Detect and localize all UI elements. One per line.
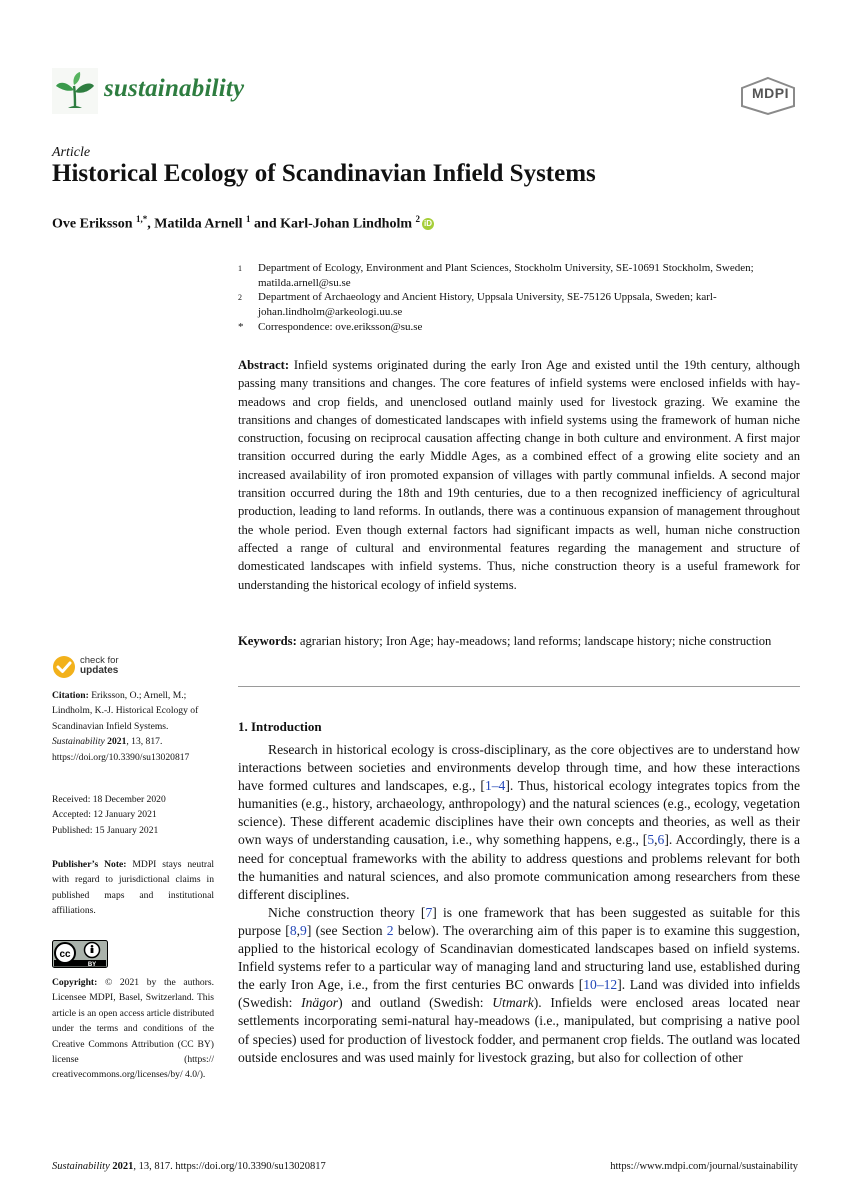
affiliation-1	[238, 261, 802, 291]
check-for-updates[interactable]	[80, 656, 119, 676]
paragraph-2	[238, 904, 800, 1067]
author-separator: and	[250, 216, 281, 232]
text-run: ) and outland (Swedish:	[338, 995, 493, 1011]
reference-link[interactable]: 5	[647, 832, 655, 848]
author-affiliation-sup: 1,*	[136, 214, 148, 224]
emphasis-text: Utmark	[492, 995, 534, 1011]
reference-link[interactable]: 2	[386, 922, 394, 938]
affiliation-mark: 2	[238, 293, 242, 302]
text-run: ,	[296, 922, 301, 938]
check-for-updates-icon[interactable]	[52, 655, 76, 679]
publisher-note	[52, 857, 214, 919]
citation-journal: Sustainability	[52, 736, 105, 748]
abstract-text: Infield systems originated during the early Iron Age and existed until the 19th century, although passing many transitions and changes. The core features of infield systems were enclosed infields with hay-meadows and crop fields, and unenclosed outland mainly used for livestock grazing. We examine the transitions and changes of domesticated landscapes with infield systems using the framework of human niche construction, focusing on reciprocal causation affecting change in both culture and environment. A first major transition occurred during the early Middle Ages, as a combined effect of a growing elite society and an increased availability of iron promoted expansion of villages with partly communal infields. A second major transition occurred during the 18th and 19th centuries, due to a then recognized inefficiency of agricultural production, leading to land reforms. In outlands, there was a continuous expansion of management throughout the whole period. Even though external factors had significant impacts as well, human niche construction affected a range of cultural and environmental features regarding the management and structure of domesticated landscapes with infield systems. Thus, niche construction theory is a useful framework for understanding the historical ecology of infield systems.	[238, 358, 800, 592]
keywords	[238, 632, 800, 650]
abstract	[238, 356, 800, 594]
emphasis-text: Inägor	[301, 995, 339, 1011]
author-name: Karl-Johan Lindholm	[280, 216, 416, 232]
reference-link[interactable]: 6	[657, 832, 665, 848]
footer-doi[interactable]: , 13, 817. https://doi.org/10.3390/su13020817	[133, 1161, 326, 1172]
cc-label: cc	[59, 949, 71, 960]
reference-link[interactable]: 8	[289, 922, 297, 938]
publisher-note-text: MDPI stays neutral with regard to jurisdictional claims in published maps and institutional affiliations.	[52, 859, 214, 917]
text-run: ,	[654, 832, 658, 848]
affiliation-mark: 1	[238, 264, 242, 273]
text-run: ] (see Section	[306, 922, 387, 938]
author-list	[52, 214, 434, 233]
accepted-date: Accepted: 12 January 2021	[52, 809, 157, 821]
affiliation-text: Department of Archaeology and Ancient History, Uppsala University, SE-75126 Uppsala, Sweden; karl-johan.lindholm@arkeologi.uu.se	[258, 291, 717, 318]
keywords-label: Keywords:	[238, 634, 297, 648]
text-run: ]. Land was divided into infields (Swedish:	[238, 977, 800, 1011]
body-text	[238, 741, 800, 1067]
publisher-note-label: Publisher’s Note:	[52, 859, 127, 870]
footer-year: 2021	[112, 1161, 134, 1172]
author-affiliation-sup: 1	[246, 214, 251, 224]
publisher-name: MDPI	[752, 85, 789, 101]
text-run: ). Infields were enclosed areas located near settlements incorporating semi-natural hay-meadows (i.e., manipulated, but comprising a native pool of species) used for production of livestock fodder, and permanent crop fields. The outland was located outside enclosures and was used mainly for livestock grazing, but also for collection of other	[238, 995, 800, 1065]
author-affiliation-sup: 2	[415, 214, 420, 224]
abstract-label: Abstract:	[238, 358, 290, 372]
orcid-icon[interactable]: iD	[424, 218, 432, 228]
divider	[238, 686, 800, 687]
journal-logo[interactable]	[52, 68, 98, 114]
page-title: Historical Ecology of Scandinavian Infield Systems	[52, 160, 596, 187]
article-type: Article	[52, 145, 91, 160]
citation-text: Eriksson, O.; Arnell, M.; Lindholm, K.-J. Historical Ecology of Scandinavian Infield Systems.	[52, 690, 199, 732]
author-name: Ove Eriksson	[52, 216, 137, 232]
updates-label: updates	[80, 665, 119, 676]
text-run: Niche construction theory [	[268, 904, 426, 920]
citation-year: 2021	[107, 736, 127, 748]
text-run: ]. Accordingly, there is a need for conceptual frameworks with the ability to address questions and problems relevant for both the humanities and natural sciences, and also promote communication among researchers from these different disciplines.	[238, 832, 800, 902]
dates	[52, 792, 214, 838]
citation-label: Citation:	[52, 690, 89, 701]
cc-by-license-badge[interactable]	[52, 940, 108, 968]
citation-doi[interactable]: , 13, 817. https://doi.org/10.3390/su13020817	[52, 736, 190, 763]
journal-name[interactable]: sustainability	[104, 75, 245, 102]
leaf-sprout-icon	[52, 68, 98, 114]
affiliation-text: Department of Ecology, Environment and Plant Sciences, Stockholm University, SE-10691 Stockholm, Sweden; matilda.arnell@su.se	[258, 262, 754, 289]
copyright-label: Copyright:	[52, 977, 98, 988]
text-run: ] is one framework that has been suggested as suitable for this purpose [	[238, 904, 801, 938]
footer-citation	[52, 1161, 326, 1172]
reference-link[interactable]: 10–12	[583, 977, 618, 993]
copyright-text: © 2021 by the authors. Licensee MDPI, Basel, Switzerland. This article is an open access article distributed under the terms and conditions of the Creative Commons Attribution (CC BY) license (https:// creativecommons.org/licenses/by/ 4.0/).	[52, 977, 214, 1081]
received-date: Received: 18 December 2020	[52, 794, 166, 805]
by-label: BY	[87, 962, 97, 968]
author-name: Matilda Arnell	[154, 216, 247, 232]
correspondence-mark: *	[238, 321, 244, 333]
text-run: below). The overarching aim of this paper is to examine this suggestion, applied to the historical ecology of Scandinavian domesticated landscapes based on infield systems. Infield systems refer to a particular way of managing land and structuring land use, established during the early Iron Age, i.e., from the first centuries BC onwards [	[238, 922, 800, 993]
text-run: ]. Thus, historical ecology integrates topics from the humanities (e.g., history, archaeology, anthropology) and the natural sciences (e.g., ecology, vegetation science). These different academic disciplines have their own concepts and theories, as well as their own ways of understanding causation, i.e., why something happens, e.g., [	[238, 778, 800, 848]
footer-journal: Sustainability	[52, 1161, 110, 1172]
author-separator: ,	[147, 216, 155, 232]
text-run: Research in historical ecology is cross-disciplinary, as the core objectives are to understand how interactions between societies and environments develop through time, and how these interactions have formed cultures and landscapes, e.g., [	[238, 742, 800, 794]
footer-url[interactable]: https://www.mdpi.com/journal/sustainability	[610, 1161, 798, 1172]
copyright	[52, 975, 214, 1083]
citation	[52, 688, 214, 765]
section-heading: 1. Introduction	[238, 719, 322, 734]
correspondence	[238, 320, 802, 335]
reference-link[interactable]: 9	[300, 922, 307, 938]
published-date: Published: 15 January 2021	[52, 824, 159, 836]
paragraph-1	[238, 741, 800, 904]
reference-link[interactable]: 7	[425, 904, 433, 920]
check-for-label: check for	[80, 655, 119, 666]
reference-link[interactable]: 1–4	[484, 778, 506, 794]
correspondence-text: Correspondence: ove.eriksson@su.se	[258, 321, 423, 333]
affiliation-2	[238, 290, 802, 320]
keywords-text: agrarian history; Iron Age; hay-meadows; land reforms; landscape history; niche construction	[299, 634, 772, 648]
